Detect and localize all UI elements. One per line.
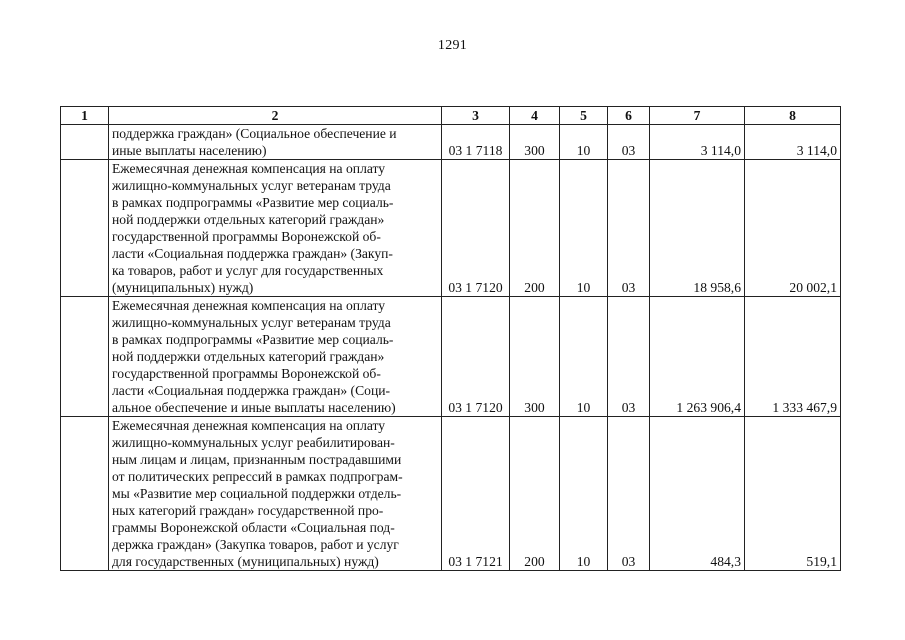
description-line: иные выплаты населению) — [112, 143, 267, 158]
expense-type-code: 200 — [510, 160, 560, 297]
description-line: ласти «Социальная поддержка граждан» (Закуп- — [112, 246, 393, 261]
section-code: 10 — [560, 417, 608, 571]
expense-type-code: 300 — [510, 125, 560, 160]
budget-table — [60, 106, 841, 571]
description-line: от политических репрессий в рамках подпрограм- — [112, 469, 403, 484]
description-line: в рамках подпрограммы «Развитие мер социаль- — [112, 195, 394, 210]
expense-type-code: 200 — [510, 417, 560, 571]
subsection-code: 03 — [608, 160, 650, 297]
description-line: ной поддержки отдельных категорий граждан» — [112, 212, 385, 227]
header-cell-7: 7 — [650, 107, 745, 125]
target-article-code: 03 1 7121 — [442, 417, 510, 571]
amount-year-1: 484,3 — [650, 417, 745, 571]
header-cell-2: 2 — [109, 107, 442, 125]
amount-year-1: 1 263 906,4 — [650, 297, 745, 417]
row-description — [109, 297, 442, 417]
description-line: граммы Воронежской области «Социальная под- — [112, 520, 395, 535]
amount-year-2: 20 002,1 — [745, 160, 841, 297]
description-line: ка товаров, работ и услуг для государственных — [112, 263, 384, 278]
description-line: государственной программы Воронежской об- — [112, 366, 381, 381]
description-line: Ежемесячная денежная компенсация на оплату — [112, 298, 386, 313]
table-row — [61, 125, 841, 160]
subsection-code: 03 — [608, 297, 650, 417]
row-number-cell — [61, 417, 109, 571]
section-code: 10 — [560, 125, 608, 160]
amount-year-1: 3 114,0 — [650, 125, 745, 160]
header-cell-3: 3 — [442, 107, 510, 125]
description-line: держка граждан» (Закупка товаров, работ и услуг — [112, 537, 399, 552]
description-line: поддержка граждан» (Социальное обеспечение и — [112, 126, 397, 141]
expense-type-code: 300 — [510, 297, 560, 417]
description-line: ных категорий граждан» государственной про- — [112, 503, 384, 518]
description-line: ласти «Социальная поддержка граждан» (Соци- — [112, 383, 391, 398]
amount-year-2: 1 333 467,9 — [745, 297, 841, 417]
description-line: Ежемесячная денежная компенсация на оплату — [112, 418, 386, 433]
table-row — [61, 160, 841, 297]
header-cell-5: 5 — [560, 107, 608, 125]
amount-year-2: 3 114,0 — [745, 125, 841, 160]
row-number-cell — [61, 125, 109, 160]
target-article-code: 03 1 7118 — [442, 125, 510, 160]
amount-year-2: 519,1 — [745, 417, 841, 571]
description-line: ным лицам и лицам, признанным пострадавшими — [112, 452, 402, 467]
section-code: 10 — [560, 160, 608, 297]
description-line: государственной программы Воронежской об- — [112, 229, 381, 244]
row-number-cell — [61, 297, 109, 417]
header-cell-8: 8 — [745, 107, 841, 125]
description-line: мы «Развитие мер социальной поддержки отдель- — [112, 486, 402, 501]
amount-year-1: 18 958,6 — [650, 160, 745, 297]
page-number: 1291 — [437, 38, 468, 53]
section-code: 10 — [560, 297, 608, 417]
description-line: для государственных (муниципальных) нужд) — [112, 554, 379, 569]
description-line: (муниципальных) нужд) — [112, 280, 254, 295]
row-description — [109, 417, 442, 571]
row-description — [109, 125, 442, 160]
description-line: жилищно-коммунальных услуг ветеранам труда — [112, 315, 391, 330]
target-article-code: 03 1 7120 — [442, 297, 510, 417]
description-line: жилищно-коммунальных услуг реабилитирован- — [112, 435, 395, 450]
description-line: альное обеспечение и иные выплаты населению) — [112, 400, 396, 415]
header-cell-1: 1 — [61, 107, 109, 125]
description-line: ной поддержки отдельных категорий граждан» — [112, 349, 385, 364]
subsection-code: 03 — [608, 417, 650, 571]
description-line: Ежемесячная денежная компенсация на оплату — [112, 161, 386, 176]
row-number-cell — [61, 160, 109, 297]
row-description — [109, 160, 442, 297]
subsection-code: 03 — [608, 125, 650, 160]
target-article-code: 03 1 7120 — [442, 160, 510, 297]
header-cell-4: 4 — [510, 107, 560, 125]
table-row — [61, 297, 841, 417]
description-line: в рамках подпрограммы «Развитие мер социаль- — [112, 332, 394, 347]
header-row — [61, 107, 841, 125]
description-line: жилищно-коммунальных услуг ветеранам труда — [112, 178, 391, 193]
header-cell-6: 6 — [608, 107, 650, 125]
table-row — [61, 417, 841, 571]
